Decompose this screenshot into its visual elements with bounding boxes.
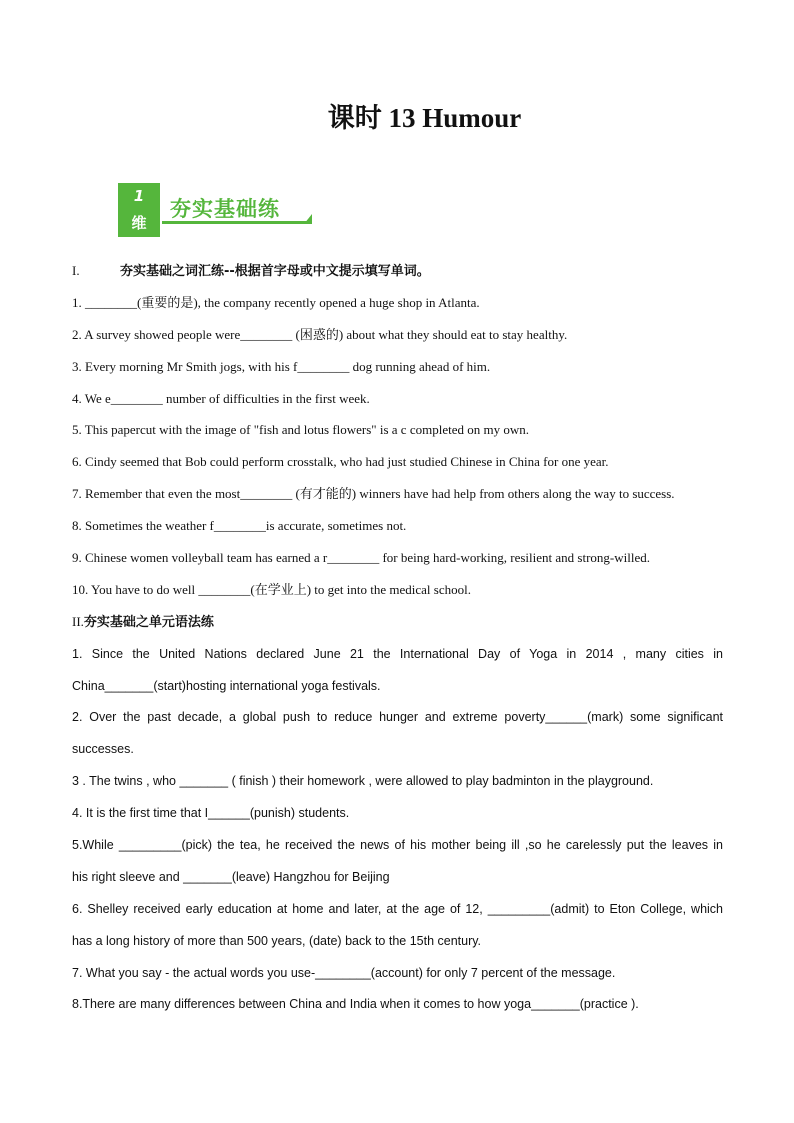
section1-number: I. bbox=[72, 263, 80, 278]
badge-char: 维 bbox=[131, 214, 147, 232]
section1-title: 夯实基础之词汇练--根据首字母或中文提示填写单词。 bbox=[120, 264, 430, 279]
grammar-line: 1. Since the United Nations declared June 21 the International Day of Yoga in 2014 , many cities in bbox=[72, 646, 723, 661]
vocab-item: 5. This papercut with the image of "fish and lotus flowers" is a c completed on my own. bbox=[72, 422, 529, 438]
grammar-line: successes. bbox=[72, 742, 134, 757]
grammar-line: 2. Over the past decade, a global push to reduce hunger and extreme poverty______(mark) some significant bbox=[72, 710, 723, 725]
section2-number: II. bbox=[72, 613, 84, 629]
banner-bar bbox=[162, 191, 310, 224]
page-title: 课时 13 Humour bbox=[327, 103, 522, 133]
vocab-item: 9. Chinese women volleyball team has earned a r________ for being hard-working, resilient and strong-willed. bbox=[72, 550, 650, 566]
vocab-item: 8. Sometimes the weather f________is accurate, sometimes not. bbox=[72, 518, 407, 534]
grammar-line: his right sleeve and _______(leave) Hangzhou for Beijing bbox=[72, 869, 390, 884]
vocab-item: 10. You have to do well ________(在学业上) to get into the medical school. bbox=[72, 581, 471, 597]
grammar-line: 7. What you say - the actual words you use-________(account) for only 7 percent of the message. bbox=[72, 965, 616, 980]
banner-label: 夯实基础练 bbox=[170, 197, 280, 221]
vocab-item: 1. ________(重要的是), the company recently opened a huge shop in Atlanta. bbox=[72, 294, 480, 310]
section2-title: 夯实基础之单元语法练 bbox=[83, 614, 214, 630]
section2-heading bbox=[72, 609, 723, 641]
vocab-item: 2. A survey showed people were________ (困惑的) about what they should eat to stay healthy. bbox=[72, 326, 568, 342]
section-banner bbox=[118, 183, 314, 237]
vocab-item: 7. Remember that even the most________ (有才能的) winners have had help from others along the way to success. bbox=[72, 486, 675, 502]
vocab-item: 6. Cindy seemed that Bob could perform crosstalk, who had just studied Chinese in China for one year. bbox=[72, 454, 609, 470]
grammar-line: 6. Shelley received early education at home and later, at the age of 12, _________(admit) to Eton College, which bbox=[72, 901, 723, 916]
grammar-line: China_______(start)hosting international yoga festivals. bbox=[72, 678, 381, 693]
worksheet-content bbox=[72, 258, 723, 1023]
badge-number: 1 bbox=[133, 187, 145, 205]
vocab-item: 4. We e________ number of difficulties in the first week. bbox=[72, 390, 370, 406]
section1-heading bbox=[72, 258, 723, 290]
level-badge bbox=[118, 183, 160, 237]
banner-corner bbox=[304, 214, 312, 224]
grammar-line: 5.While _________(pick) the tea, he received the news of his mother being ill ,so he carelessly put the leaves in bbox=[72, 838, 723, 853]
grammar-line: 3 . The twins , who _______ ( finish ) their homework , were allowed to play badminton in the playground. bbox=[72, 774, 654, 789]
grammar-line: 4. It is the first time that I______(punish) students. bbox=[72, 806, 350, 821]
vocab-item: 3. Every morning Mr Smith jogs, with his f________ dog running ahead of him. bbox=[72, 358, 491, 374]
grammar-line: has a long history of more than 500 years, (date) back to the 15th century. bbox=[72, 933, 482, 948]
grammar-line: 8.There are many differences between China and India when it comes to how yoga_______(practice ). bbox=[72, 997, 639, 1012]
